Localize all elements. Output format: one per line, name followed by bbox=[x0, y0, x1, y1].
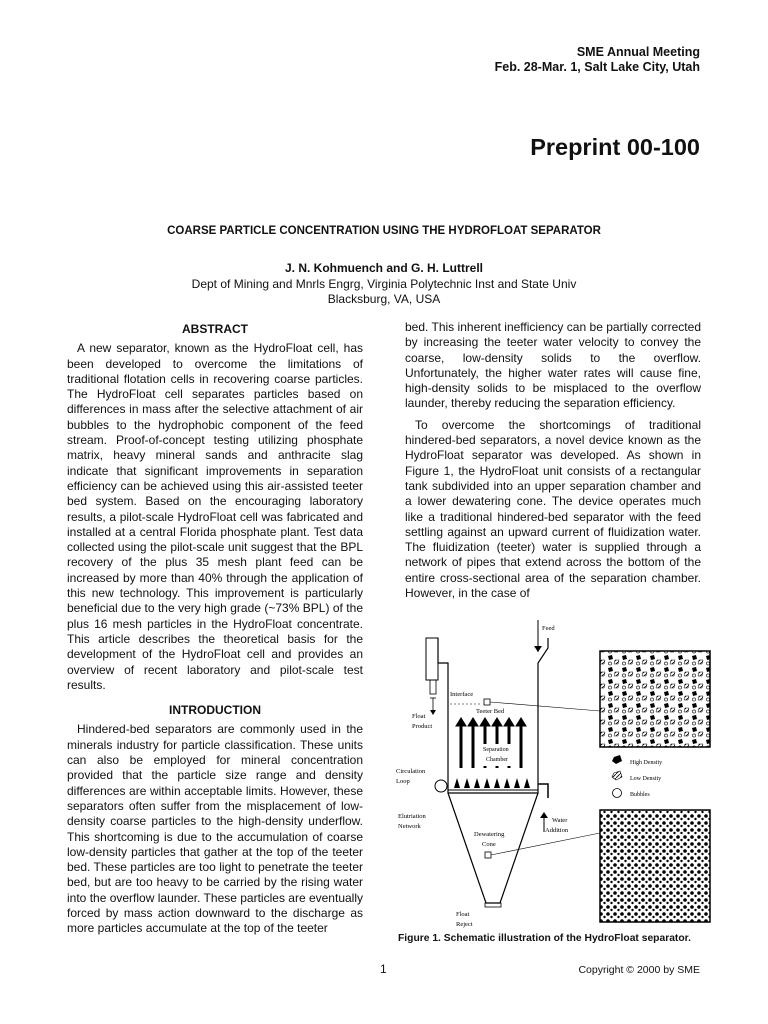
preprint-number: Preprint 00-100 bbox=[530, 134, 700, 160]
label-float-product-2: Product bbox=[412, 723, 433, 730]
paper-title: COARSE PARTICLE CONCENTRATION USING THE HYDROFLOAT SEPARATOR bbox=[167, 225, 601, 237]
right-column bbox=[405, 320, 701, 601]
label-elutriation-2: Network bbox=[398, 823, 421, 830]
label-interface: Interface bbox=[450, 691, 474, 698]
label-water-1: Water bbox=[552, 817, 568, 824]
left-column bbox=[67, 322, 363, 937]
right-paragraph-2: To overcome the shortcomings of traditional hindered-bed separators, a novel device known as the HydroFloat separator was developed. As shown in Figure 1, the HydroFloat unit consists of a rectangular tank subdivided into an upper separation chamber and a lower dewatering cone. The device operates much like a traditional hindered-bed separator with the feed settling against an upward current of fluidization water. The fluidization (teeter) water is supplied through a network of pipes that extend across the bottom of the entire cross-sectional area of the separation chamber. However, in the case of bbox=[405, 417, 701, 601]
legend-bubbles-icon bbox=[613, 789, 622, 798]
teeter-bed-magnified bbox=[600, 651, 710, 747]
label-float-reject-2: Reject bbox=[456, 921, 473, 928]
page-number: 1 bbox=[380, 962, 387, 976]
label-separation-2: Chamber bbox=[486, 757, 508, 763]
meeting-dates: Feb. 28-Mar. 1, Salt Lake City, Utah bbox=[494, 60, 700, 74]
author-location: Blacksburg, VA, USA bbox=[327, 292, 441, 306]
label-float-product-1: Float bbox=[412, 713, 426, 720]
feed-arrow bbox=[534, 646, 542, 652]
legend-high: High Density bbox=[630, 760, 663, 766]
meeting-info bbox=[495, 45, 700, 75]
meeting-name: SME Annual Meeting bbox=[576, 45, 700, 59]
label-dewatering-1: Dewatering bbox=[474, 831, 505, 838]
figure-caption: Figure 1. Schematic illustration of the HydroFloat separator. bbox=[398, 933, 691, 944]
label-circulation-2: Loop bbox=[396, 778, 410, 785]
right-paragraph-1: bed. This inherent inefficiency can be partially corrected by increasing the teeter water velocity to convey the coarse, low-density solids to the overflow. Unfortunately, the higher water rates will cause fine, high-density solids to be misplaced to the overflow launder, thereby reducing the separation efficiency. bbox=[405, 320, 701, 411]
label-teeter-bed: Teeter Bed bbox=[476, 708, 505, 715]
label-separation-1: Separation bbox=[483, 747, 509, 753]
introduction-text: Hindered-bed separators are commonly used in the minerals industry for particle classification. These units can also be employed for mineral concentration provided that the particle size range and density differences are within acceptable limits. However, these separators often suffer from the misplacement of low-density coarse particles to the high-density underflow. This shortcoming is due to the accumulation of coarse low-density particles that gather at the top of the teeter bed. These particles are too light to penetrate the teeter bed, but are too heavy to be carried by the rising water into the overflow launder. These particles are eventually forced by mass action downward to the discharge as more particles accumulate at the top of the teeter bbox=[67, 722, 363, 936]
legend-bubbles: Bubbles bbox=[630, 792, 650, 798]
hydrofloat-schematic bbox=[396, 618, 712, 930]
label-circulation-1: Circulation bbox=[396, 768, 426, 775]
cone-magnified bbox=[600, 810, 710, 922]
author-block bbox=[0, 261, 768, 308]
teeter-bed-marker bbox=[484, 699, 490, 705]
legend-high-icon bbox=[612, 755, 622, 764]
product-valve bbox=[430, 680, 436, 694]
legend-low: Low Density bbox=[630, 776, 662, 782]
abstract-text: A new separator, known as the HydroFloat cell, has been developed to overcome the limitations of traditional flotation cells in recovering coarse particles. The HydroFloat cell separates particles based on differences in mass after the selective attachment of air bubbles to the hydrophobic component of the feed stream. Proof-of-concept testing utilizing phosphate matrix, heavy mineral sands and anthracite slag indicate that significant improvements in separation efficiency can be achieved using this air-assisted teeter bed system. Based on the encouraging laboratory results, a pilot-scale HydroFloat cell was fabricated and installed at a central Florida phosphate plant. Test data collected using the pilot-scale unit suggest that the BPL recovery of the plus 35 mesh plant feed can be increased by more than 40% through the application of this new technology. This improvement is particularly beneficial due to the very high grade (~73% BPL) of the plus 16 mesh particles in the HydroFloat concentrate. This article describes the theoretical basis for the development of the HydroFloat cell and provides an overview of recent laboratory and pilot-scale test results. bbox=[67, 341, 363, 692]
copyright-notice: Copyright © 2000 by SME bbox=[578, 964, 700, 976]
label-float-reject-1: Float bbox=[456, 911, 470, 918]
separator-tank bbox=[438, 638, 548, 793]
figure-hydrofloat bbox=[396, 618, 712, 930]
label-water-2: Addition bbox=[545, 827, 569, 834]
cone-marker bbox=[485, 852, 491, 858]
abstract-heading: ABSTRACT bbox=[182, 322, 248, 336]
author-names: J. N. Kohmuench and G. H. Luttrell bbox=[284, 261, 483, 275]
label-elutriation-1: Elutriation bbox=[398, 813, 426, 820]
introduction-heading: INTRODUCTION bbox=[169, 703, 261, 718]
label-feed: Feed bbox=[542, 625, 555, 632]
author-affiliation: Dept of Mining and Mnrls Engrg, Virginia Polytechnic Inst and State Univ bbox=[191, 276, 577, 291]
overflow-launder bbox=[426, 638, 438, 680]
label-dewatering-2: Cone bbox=[482, 841, 496, 848]
legend-low-icon bbox=[612, 771, 622, 780]
circulation-loop bbox=[435, 780, 447, 792]
elutriation-nozzles bbox=[454, 778, 530, 788]
